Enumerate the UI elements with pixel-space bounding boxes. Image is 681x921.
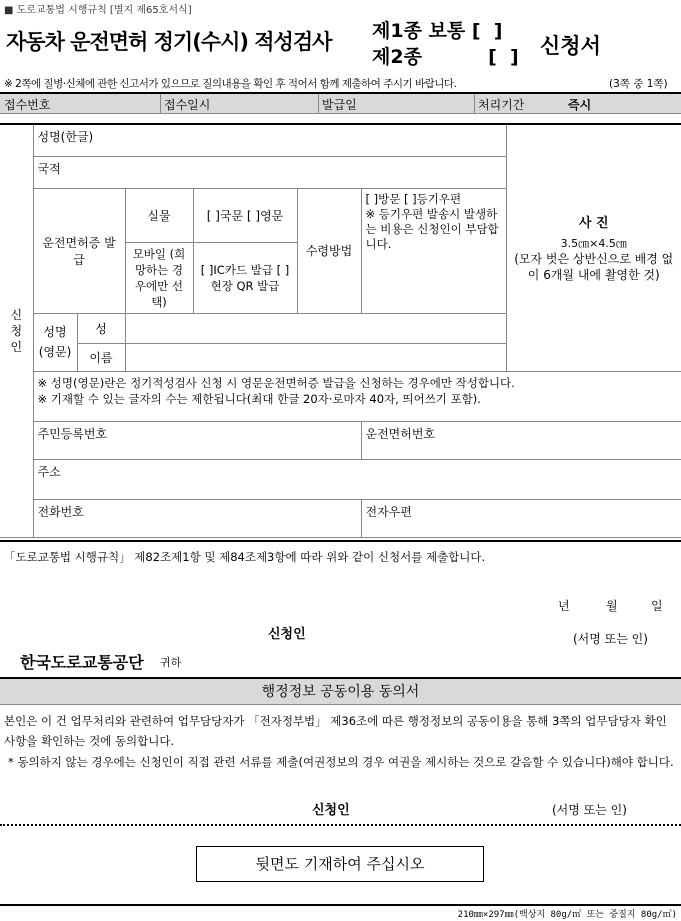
type1-label: 제1종 보통 [ ] [372, 20, 503, 42]
application-table [0, 123, 681, 538]
receive-method-field[interactable] [361, 188, 506, 313]
date-day: 일 [651, 599, 663, 613]
license-no-field[interactable] [361, 421, 681, 459]
consent-body: 본인은 이 건 업무처리와 관련하여 업무담당자가 「전자정부법」 제36조에 따른 행정정보의 공동이용을 통해 3쪽의 업무담당자 확인사항을 확인하는 것에 동의합니다. [4, 714, 667, 748]
physical-label: 실물 [125, 188, 193, 242]
resident-no-field[interactable] [33, 421, 361, 459]
license-no-label: 운전면허번호 [365, 426, 436, 441]
recipient-suffix: 귀하 [160, 656, 182, 669]
signature-applicant: 신청인 [268, 627, 306, 642]
title-suffix: 신청서 [540, 34, 601, 58]
form-title: 자동차 운전면허 정기(수시) 적성검사 [6, 30, 332, 54]
regulation-label: ■ 도로교통법 시행규칙 [별지 제65호서식] [4, 5, 192, 16]
notice-text: ※ 2쪽에 질병·신체에 관한 신고서가 있으므로 질의내용을 확인 후 적어서 함께 제출하여 주시기 바랍니다. [4, 78, 457, 90]
photo-size: 3.5㎝×4.5㎝ [560, 237, 627, 251]
surname-field[interactable] [125, 313, 506, 343]
signature-sign[interactable]: (서명 또는 인) [573, 632, 648, 646]
given-name-field[interactable] [125, 343, 506, 371]
phone-label: 전화번호 [37, 504, 84, 519]
mobile-label: 모바일 (희망하는 경우에만 선택) [125, 242, 193, 313]
name-korean-label: 성명(한글) [37, 130, 94, 144]
receipt-no-label: 접수번호 [4, 98, 51, 112]
english-notes [33, 371, 681, 421]
receipt-bar [0, 92, 681, 114]
receive-note: ※ 등기우편 발송시 발생하는 비용은 신청인이 부담합니다. [365, 206, 499, 251]
mobile-option[interactable]: [ ]IC카드 발급 [ ]현장 QR 발급 [193, 242, 297, 313]
issue-date-label: 발급일 [322, 98, 357, 112]
photo-note: (모자 벗은 상반신으로 배경 없이 6개월 내에 촬영한 것) [514, 252, 674, 283]
photo-title: 사 진 [578, 216, 609, 232]
processing-value: 즉시 [568, 98, 592, 112]
language-option[interactable]: [ ]국문 [ ]영문 [193, 188, 297, 242]
consent-applicant: 신청인 [312, 803, 350, 818]
photo-box[interactable] [506, 124, 681, 371]
receive-method-label: 수령방법 [297, 188, 361, 313]
english-note-2: ※ 기재할 수 있는 글자의 수는 제한됩니다(최대 한글 20자·로마자 40자, 띄어쓰기 포함). [37, 391, 481, 406]
receive-option[interactable]: [ ]방문 [ ]등기우편 [365, 191, 462, 206]
phone-field[interactable] [33, 499, 361, 537]
consent-note: * 동의하지 않는 경우에는 신청인이 직접 관련 서류를 제출(여권정보의 경우 여권을 제시하는 것으로 갈음할 수 있습니다)해야 합니다. [8, 755, 674, 769]
date-month: 월 [606, 599, 618, 613]
license-issue-label: 운전면허증 발급 [33, 188, 125, 313]
email-label: 전자우편 [365, 504, 412, 519]
given-name-label: 이름 [77, 343, 125, 371]
type2-label: 제2종 [ ] [372, 46, 519, 68]
date-year: 년 [558, 599, 570, 613]
paper-size: 210㎜×297㎜(백상지 80g/㎡ 또는 중질지 80g/㎡) [457, 910, 677, 920]
receipt-date-label: 접수일시 [164, 98, 211, 112]
surname-label: 성 [77, 313, 125, 343]
name-korean-field[interactable] [33, 124, 506, 156]
back-notice-box: 뒷면도 기재하여 주십시오 [196, 846, 484, 882]
english-note-1: ※ 성명(영문)란은 정기적성검사 신청 시 영문운전면허증 발급을 신청하는 경우에만 작성합니다. [37, 375, 515, 390]
address-field[interactable] [33, 459, 681, 499]
consent-title: 행정정보 공동이용 동의서 [0, 677, 681, 705]
resident-no-label: 주민등록번호 [37, 426, 108, 441]
email-field[interactable] [361, 499, 681, 537]
address-label: 주소 [37, 464, 61, 479]
processing-label: 처리기간 [478, 98, 525, 112]
page-number: (3쪽 중 1쪽) [609, 78, 668, 90]
name-english-label: 성명 (영문) [33, 313, 77, 371]
declaration-text: 「도로교통법 시행규칙」 제82조제1항 및 제84조제3항에 따라 위와 같이 신청서를 제출합니다. [4, 550, 486, 564]
nationality-field[interactable] [33, 156, 506, 188]
consent-sign[interactable]: (서명 또는 인) [552, 803, 627, 817]
applicant-side-label: 신청인 [0, 124, 33, 537]
nationality-label: 국적 [37, 161, 61, 176]
recipient-name: 한국도로교통공단 [20, 653, 144, 672]
